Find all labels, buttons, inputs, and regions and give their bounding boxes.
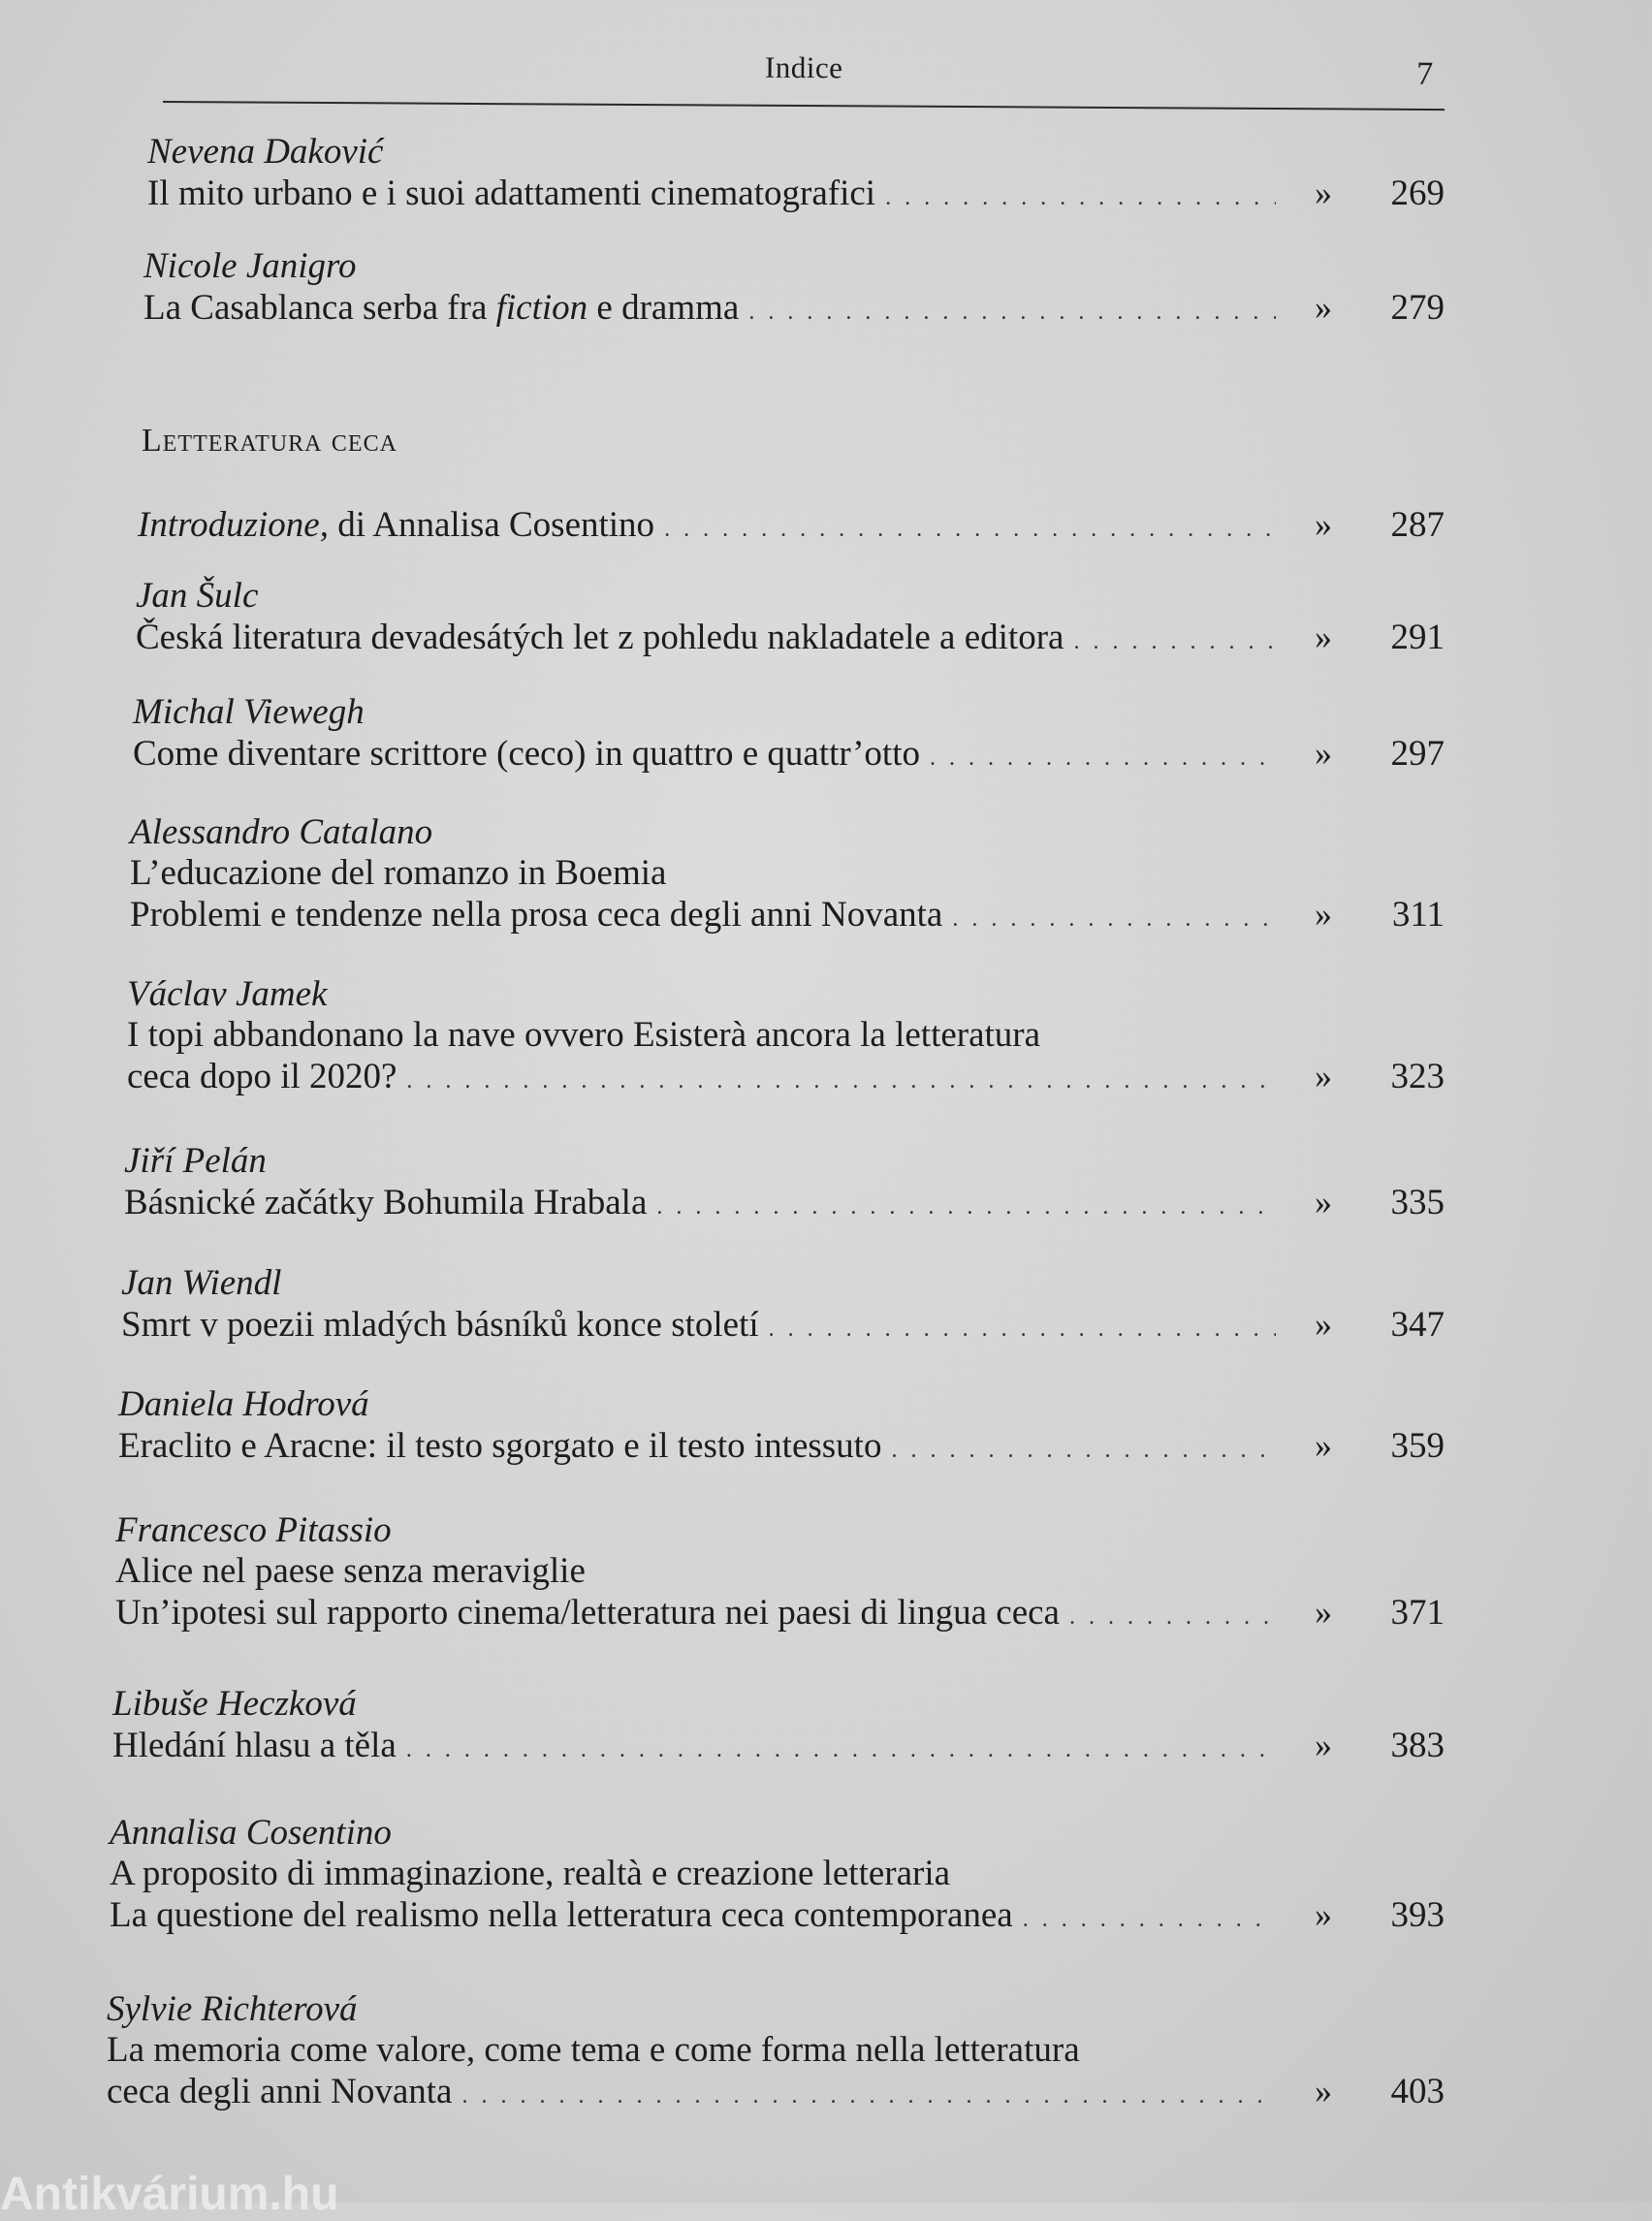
entry-page-number: 269	[1390, 174, 1445, 213]
title-text-part: La Casablanca serba fra	[143, 288, 496, 328]
title-italic-part: Introduzione,	[138, 505, 329, 545]
entry-page-number: 359	[1390, 1426, 1445, 1466]
entry-author: Nevena Daković	[147, 132, 384, 172]
page-reference-mark: »	[1315, 895, 1332, 934]
page-reference-mark: »	[1315, 1183, 1332, 1222]
entry-author: Jiří Pelán	[124, 1141, 267, 1181]
dot-leader	[461, 2076, 1276, 2116]
entry-title-last-line	[121, 1304, 1445, 1349]
entry-title-last-line	[136, 617, 1445, 662]
entry-title-last-line	[118, 1425, 1445, 1471]
entry-title-last-line	[115, 1592, 1445, 1637]
entry-page-number: 323	[1390, 1057, 1445, 1096]
title-text-part: Smrt v poezii mladých básníků konce století	[121, 1305, 759, 1345]
dot-leader	[769, 1309, 1276, 1349]
toc-entry	[143, 246, 1445, 333]
entry-title-text	[115, 1593, 1060, 1634]
entry-author: Václav Jamek	[127, 974, 328, 1014]
entry-page-number: 279	[1390, 288, 1445, 328]
title-text-part: e dramma	[588, 288, 740, 328]
entry-author: Annalisa Cosentino	[110, 1813, 392, 1853]
title-text-part: Česká literatura devadesátých let z pohledu nakladatele a editora	[136, 618, 1064, 657]
title-text-part: ceca dopo il 2020?	[127, 1057, 397, 1096]
toc-entry	[136, 576, 1445, 662]
entry-title-text	[127, 1057, 397, 1097]
entry-title-last-line	[127, 1056, 1445, 1101]
dot-leader	[952, 899, 1276, 939]
page-reference-mark: »	[1315, 618, 1332, 656]
page-reference-mark: »	[1315, 1426, 1332, 1465]
title-text-part: Eraclito e Aracne: il testo sgorgato e il testo intessuto	[118, 1426, 882, 1466]
entry-page-number: 383	[1390, 1726, 1445, 1765]
dot-leader	[1069, 1597, 1276, 1637]
title-text-part: di Annalisa Cosentino	[328, 505, 655, 545]
title-text-part: Hledání hlasu a těla	[112, 1726, 397, 1765]
title-italic-part: fiction	[495, 288, 588, 328]
page-reference-mark: »	[1315, 1726, 1332, 1764]
page-reference-mark: »	[1315, 1057, 1332, 1095]
entry-author: Sylvie Richterová	[107, 1989, 358, 2029]
dot-leader	[930, 738, 1276, 778]
dot-leader	[748, 292, 1276, 333]
page-reference-mark: »	[1315, 734, 1332, 773]
entry-author: Jan Wiendl	[121, 1263, 282, 1303]
toc-entry	[147, 132, 1445, 218]
toc-entry	[130, 812, 1445, 939]
entry-author: Francesco Pitassio	[115, 1510, 392, 1550]
entry-author: Libuše Heczková	[112, 1684, 357, 1724]
dot-leader	[664, 509, 1276, 550]
toc-entry	[115, 1510, 1445, 1637]
entry-title-last-line	[124, 1182, 1445, 1227]
entry-page-number: 291	[1390, 618, 1445, 657]
entry-title-last-line	[130, 894, 1445, 939]
entry-title-line: Alice nel paese senza meraviglie	[115, 1551, 586, 1591]
page-reference-mark: »	[1315, 1895, 1332, 1934]
entry-page-number: 335	[1390, 1183, 1445, 1222]
toc-entry	[121, 1263, 1445, 1349]
entry-page-number: 287	[1390, 505, 1445, 545]
entry-author: Nicole Janigro	[143, 246, 357, 286]
entry-page-number: 371	[1390, 1593, 1445, 1633]
dot-leader	[406, 1061, 1276, 1101]
section-heading: Letteratura ceca	[142, 423, 397, 459]
title-text-part: Il mito urbano e i suoi adattamenti cinematografici	[147, 174, 876, 213]
entry-title-line: A proposito di immaginazione, realtà e creazione letteraria	[110, 1854, 951, 1893]
entry-author: Alessandro Catalano	[130, 812, 433, 852]
entry-page-number: 403	[1390, 2072, 1445, 2111]
title-text-part: La questione del realismo nella letteratura ceca contemporanea	[110, 1895, 1013, 1935]
page-reference-mark: »	[1315, 505, 1332, 544]
entry-title-line: L’educazione del romanzo in Boemia	[130, 853, 667, 893]
entry-title-text	[112, 1726, 397, 1766]
toc-entry	[138, 504, 1445, 550]
entry-title-line: I topi abbandonano la nave ovvero Esisterà ancora la letteratura	[127, 1015, 1041, 1055]
title-text-part: Problemi e tendenze nella prosa ceca degli anni Novanta	[130, 895, 943, 935]
toc-entry	[107, 1989, 1445, 2116]
page-number: 7	[1416, 55, 1434, 93]
dot-leader	[1073, 621, 1276, 662]
watermark: Antikvárium.hu	[0, 2169, 339, 2220]
entry-author: Jan Šulc	[136, 576, 259, 616]
toc-entry	[118, 1384, 1445, 1471]
toc-entry	[112, 1684, 1445, 1770]
entry-title-text	[133, 734, 920, 775]
toc-entry	[133, 692, 1445, 778]
toc-entry	[127, 974, 1445, 1101]
entry-title-last-line	[112, 1725, 1445, 1770]
entry-title-text	[121, 1305, 759, 1346]
entry-title-text	[124, 1183, 647, 1223]
running-head	[163, 43, 1445, 111]
entry-title-last-line	[110, 1894, 1445, 1940]
running-title: Indice	[764, 49, 843, 85]
entry-title-text	[118, 1426, 881, 1467]
title-text-part: Un’ipotesi sul rapporto cinema/letteratura nei paesi di lingua ceca	[115, 1593, 1060, 1633]
dot-leader	[885, 177, 1276, 218]
entry-title-text	[143, 288, 739, 329]
entry-page-number: 347	[1390, 1305, 1445, 1345]
entry-title-text	[130, 895, 942, 936]
entry-title-text	[138, 505, 654, 546]
entry-page-number: 393	[1390, 1895, 1445, 1935]
title-text-part: Come diventare scrittore (ceco) in quattro e quattr’otto	[133, 734, 920, 774]
entry-title-line: La memoria come valore, come tema e come forma nella letteratura	[107, 2030, 1080, 2070]
entry-page-number: 297	[1390, 734, 1445, 774]
entry-title-last-line	[107, 2071, 1445, 2116]
dot-leader	[656, 1187, 1276, 1227]
dot-leader	[1023, 1899, 1276, 1940]
dot-leader	[891, 1430, 1276, 1471]
title-text-part: Básnické začátky Bohumila Hrabala	[124, 1183, 648, 1222]
entry-title-last-line	[138, 504, 1445, 550]
entry-title-last-line	[133, 733, 1445, 778]
entry-author: Michal Viewegh	[133, 692, 365, 732]
entry-title-text	[110, 1895, 1013, 1936]
entry-title-last-line	[147, 173, 1445, 218]
page-reference-mark: »	[1315, 1305, 1332, 1344]
page-reference-mark: »	[1315, 1593, 1332, 1632]
dot-leader	[406, 1729, 1276, 1770]
entry-title-text	[147, 174, 875, 214]
page-reference-mark: »	[1315, 2072, 1332, 2110]
page-reference-mark: »	[1315, 174, 1332, 212]
entry-author: Daniela Hodrová	[118, 1384, 369, 1424]
entry-title-text	[107, 2072, 452, 2112]
toc-entry	[110, 1813, 1445, 1940]
entry-title-last-line	[143, 287, 1445, 333]
toc-entry	[124, 1141, 1445, 1227]
title-text-part: ceca degli anni Novanta	[107, 2072, 453, 2111]
entry-page-number: 311	[1391, 895, 1445, 935]
page-reference-mark: »	[1315, 288, 1332, 327]
entry-title-text	[136, 618, 1064, 658]
